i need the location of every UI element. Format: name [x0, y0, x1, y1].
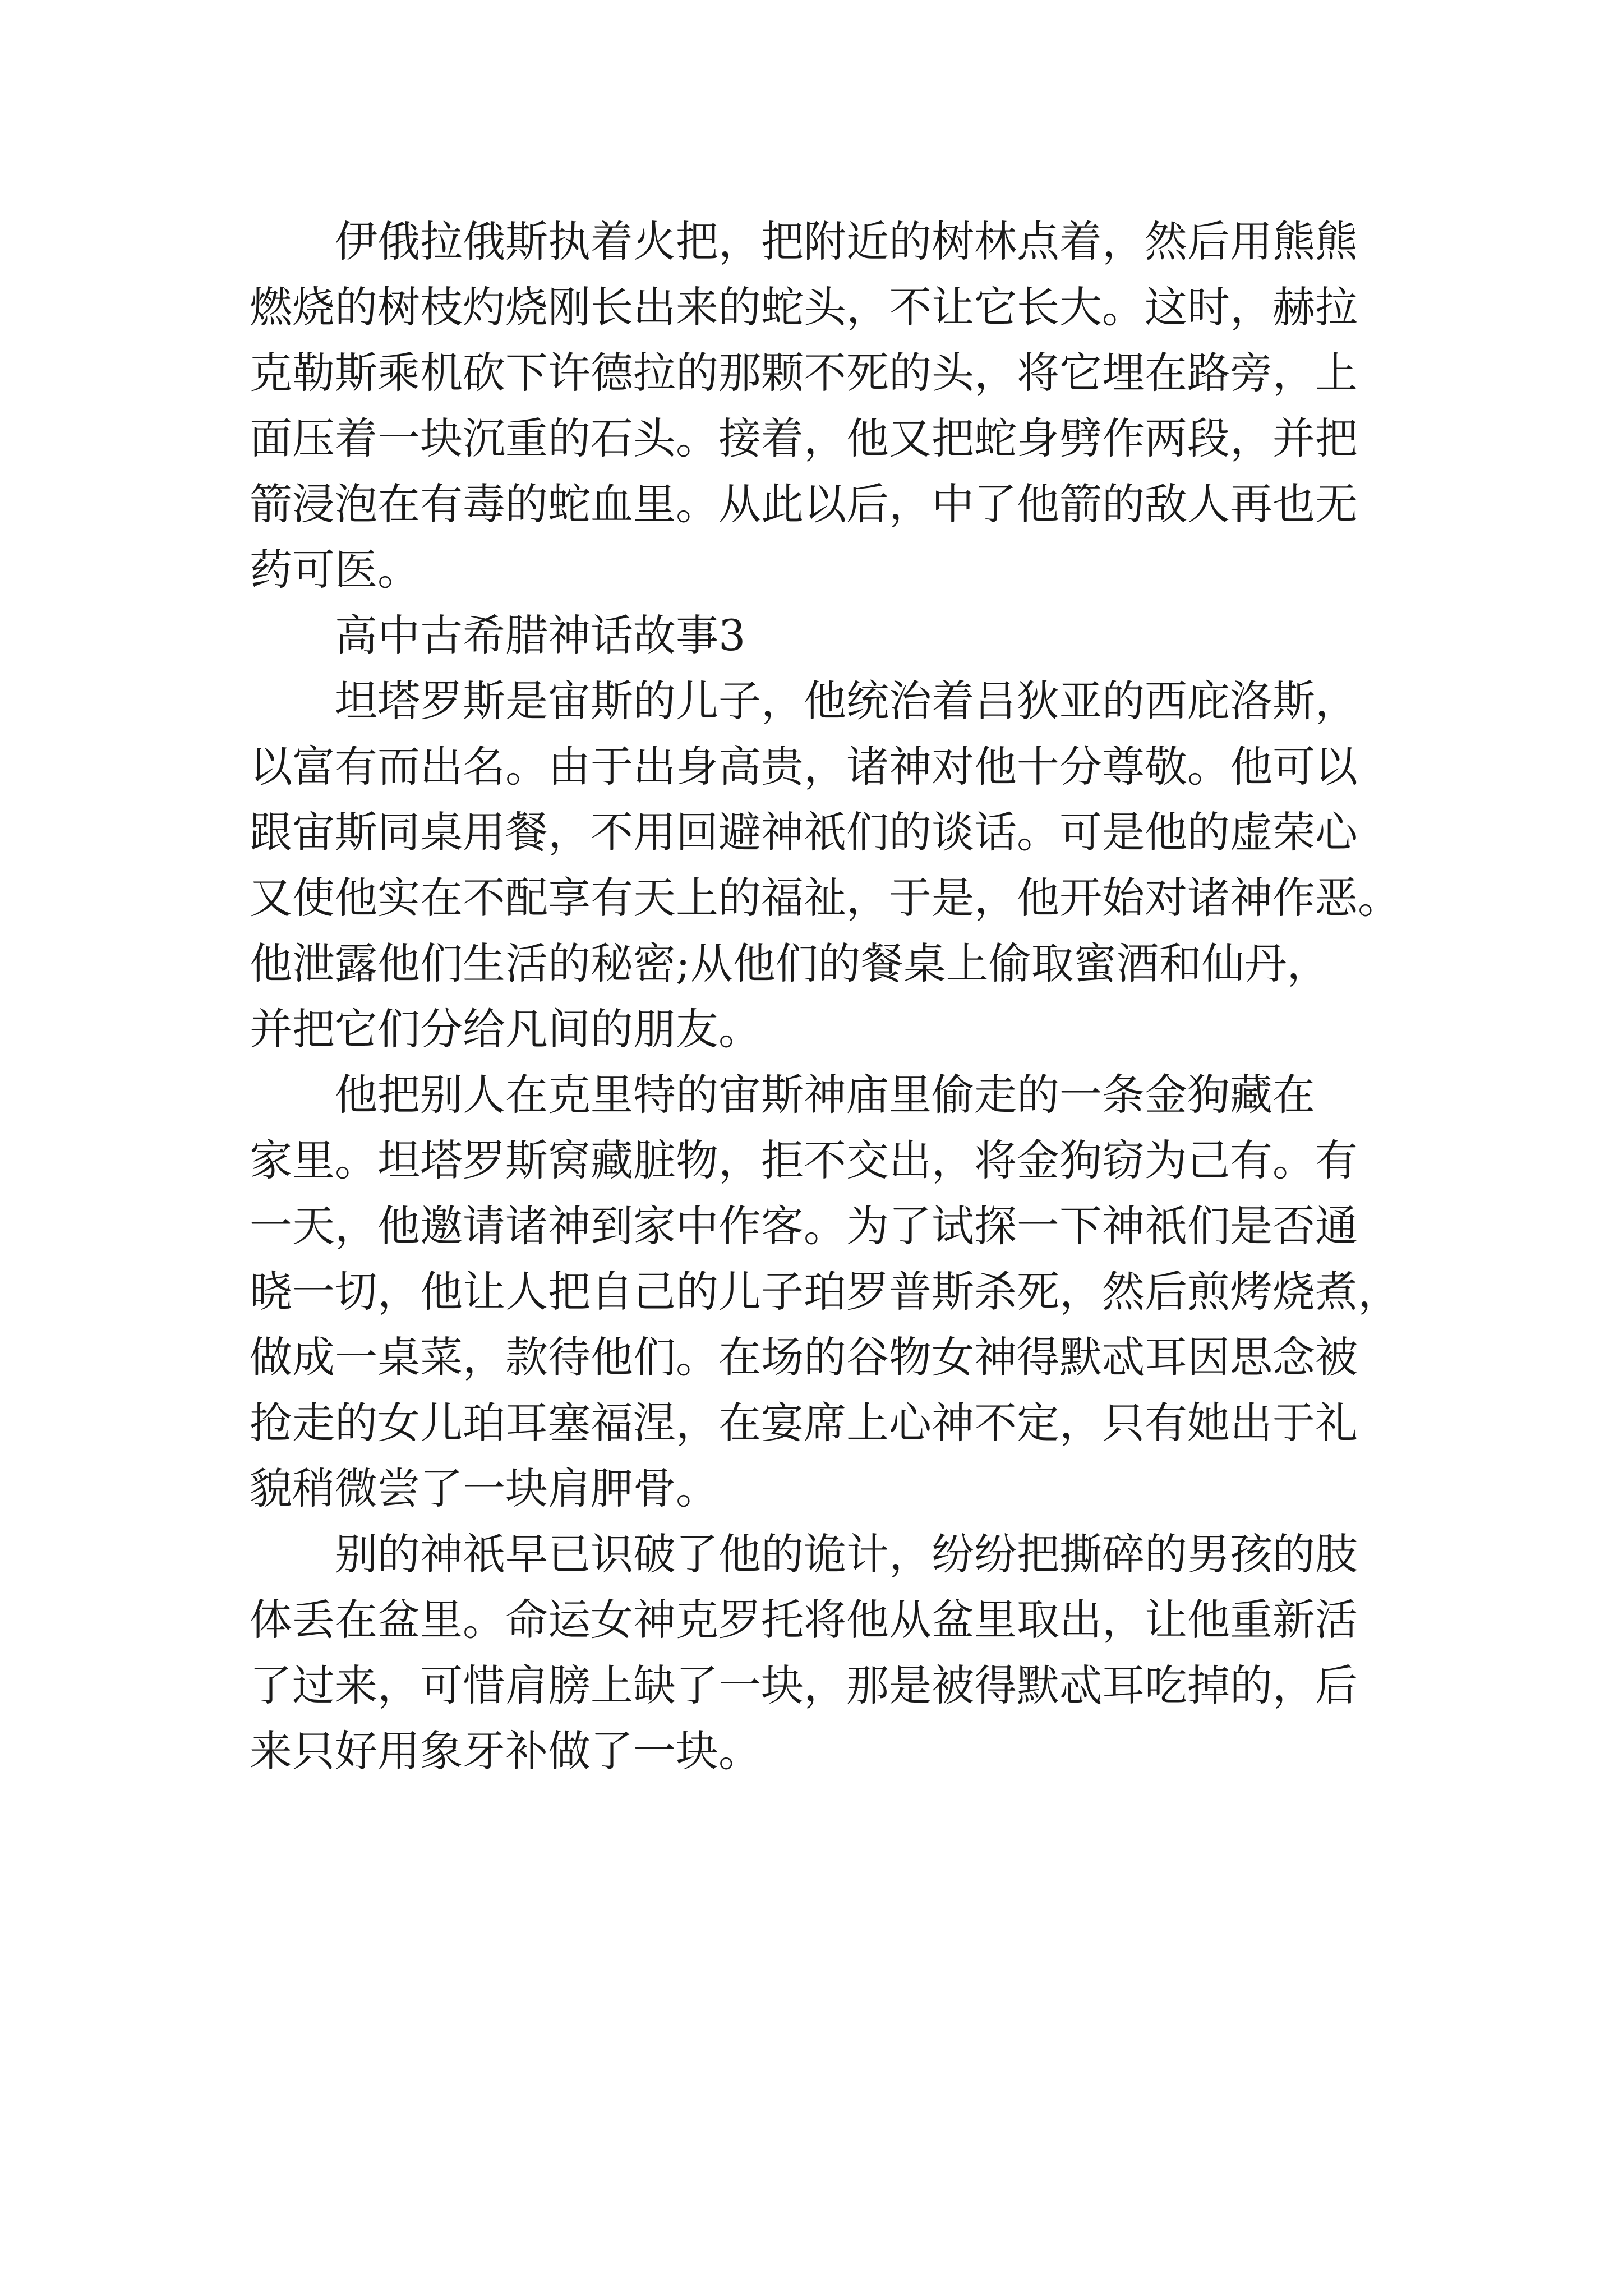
text-line: 跟宙斯同桌用餐，不用回避神祇们的谈话。可是他的虚荣心	[250, 807, 1358, 857]
text-line: 了过来，可惜肩膀上缺了一块，那是被得默忒耳吃掉的，后	[250, 1660, 1358, 1710]
text-line: 伊俄拉俄斯执着火把，把附近的树林点着，然后用熊熊	[250, 217, 1358, 266]
text-line: 晓一切，他让人把自己的儿子珀罗普斯杀死，然后煎烤烧煮，	[250, 1267, 1400, 1317]
text-line: 体丢在盆里。命运女神克罗托将他从盆里取出，让他重新活	[250, 1595, 1358, 1645]
text-line: 坦塔罗斯是宙斯的儿子，他统治着吕狄亚的西庇洛斯，	[250, 676, 1358, 726]
document-body	[250, 209, 1400, 1784]
text-line: 箭浸泡在有毒的蛇血里。从此以后，中了他箭的敌人再也无	[250, 479, 1358, 529]
paragraph-golden-dog	[250, 1062, 1400, 1521]
text-line: 以富有而出名。由于出身高贵，诸神对他十分尊敬。他可以	[250, 742, 1358, 792]
text-line: 面压着一块沉重的石头。接着，他又把蛇身劈作两段，并把	[250, 413, 1358, 463]
text-line: 来只好用象牙补做了一块。	[250, 1726, 761, 1776]
heading-line: 高中古希腊神话故事3	[250, 610, 746, 660]
text-line: 做成一桌菜，款待他们。在场的谷物女神得默忒耳因思念被	[250, 1332, 1358, 1382]
text-line: 他把别人在克里特的宙斯神庙里偷走的一条金狗藏在	[250, 1070, 1315, 1120]
text-line: 貌稍微尝了一块肩胛骨。	[250, 1464, 718, 1513]
section-heading	[250, 602, 1391, 668]
text-line: 并把它们分给凡间的朋友。	[250, 1004, 761, 1054]
text-line: 他泄露他们生活的秘密;从他们的餐桌上偷取蜜酒和仙丹，	[250, 938, 1330, 988]
paragraph-tantalus-intro	[250, 668, 1400, 1062]
paragraph-pelops-revived	[250, 1521, 1391, 1784]
text-line: 一天，他邀请诸神到家中作客。为了试探一下神祇们是否通	[250, 1201, 1358, 1251]
text-line: 药可医。	[250, 545, 420, 595]
text-line: 克勒斯乘机砍下许德拉的那颗不死的头，将它埋在路旁，上	[250, 348, 1358, 398]
text-line: 家里。坦塔罗斯窝藏脏物，拒不交出，将金狗窃为己有。有	[250, 1135, 1358, 1185]
paragraph-hydra-ending	[250, 209, 1391, 602]
text-line: 抢走的女儿珀耳塞福涅，在宴席上心神不定，只有她出于礼	[250, 1398, 1358, 1448]
text-line: 燃烧的树枝灼烧刚长出来的蛇头，不让它长大。这时，赫拉	[250, 282, 1358, 332]
text-line: 别的神祇早已识破了他的诡计，纷纷把撕碎的男孩的肢	[250, 1529, 1358, 1579]
text-line: 又使他实在不配享有天上的福祉，于是，他开始对诸神作恶。	[250, 873, 1400, 923]
